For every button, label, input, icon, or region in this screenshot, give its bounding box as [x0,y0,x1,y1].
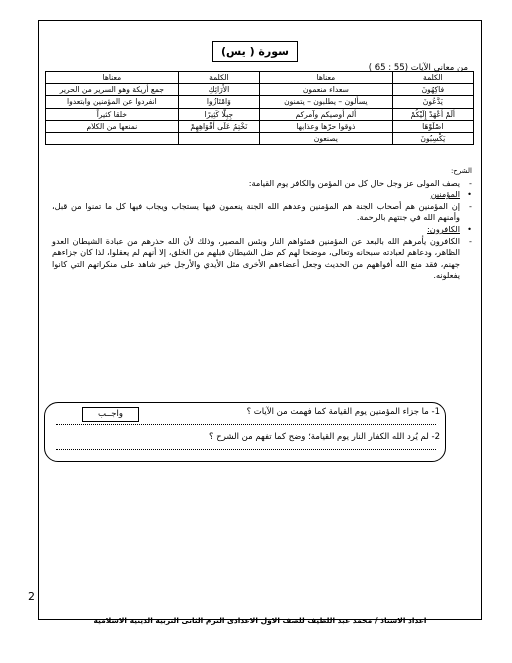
table-cell: وَامْتَازُوا [178,96,259,108]
col-header-meaning: معناها [46,72,179,84]
table-cell [46,132,179,144]
table-row [46,108,474,120]
table-cell: انفردوا عن المؤمنين وابتعدوا [46,96,179,108]
table-cell: ألم أوصيكم وآمركم [260,108,393,120]
believers-paragraph [52,201,472,224]
table-cell: سعداء منعمون [260,84,393,96]
answer-line-2[interactable] [56,449,436,450]
footer-credit: اعداد الاستاذ / محمد عبد اللطيف للصف الاول الاعدادى الترم الثانى التربية الدينية الاسلامية [93,616,427,625]
table-cell: خلقا كثيراً [46,108,179,120]
dash-marker: - [469,235,472,246]
table-cell: الأَرَائِكِ [178,84,259,96]
table-cell: أَلَمْ أَعْهَدْ إِلَيْكُمْ [392,108,473,120]
disbelievers-heading: الكافرون: [427,223,460,234]
table-cell: اصْلَوْهَا [392,120,473,132]
col-header-word: الكلمة [392,72,473,84]
question-1: 1- ما جزاء المؤمنين يوم القيامة كما فهمت من الآيات ؟ [246,407,440,417]
table-cell: يصنعون [260,132,393,144]
table-cell: يَدَّعُونَ [392,96,473,108]
disbelievers-text: الكافرون يأمرهم الله بالبعد عن المؤمنين فمثواهم النار وبئس المصير، وذلك لأن الله حذرهم من عبادة الشيطان العدو الظاهر، ودعاهم لعبادته سبحانه وتعالى، موضحا لهم كم ضل الشيطان قبلهم من الخلق، إلا أنهم لم يعقلوا، لذا كان جزاءهم جهنم، فقد منع الله أفواههم من الحديث وجعل أعضاءهم الأخرى مثل الأيدي والأرجل خير شاهد على منكراتهم التي كانوا يفعلونه. [52,235,460,281]
intro-text: يصف المولى عز وجل حال كل من المؤمن والكافر يوم القيامة: [248,177,460,188]
col-header-word: الكلمة [178,72,259,84]
table-cell: نَخْتِمُ عَلَى أَفْوَاهِهِمْ [178,120,259,132]
table-cell [178,132,259,144]
explanation-section [52,166,472,282]
table-row [46,120,474,132]
question-2: 2- لم يُرد الله الكفار النار يوم القيامة؛ وضح كما تفهم من الشرح ؟ [209,432,440,442]
table-cell: ذوقوا حرّها وعذابها [260,120,393,132]
table-cell: فاكِهُونَ [392,84,473,96]
intro-line [52,178,472,190]
table-cell: نمنعها من الكلام [46,120,179,132]
dash-marker: - [469,177,472,188]
answer-line-1[interactable] [56,424,436,425]
bullet-icon: • [467,189,472,200]
disbelievers-paragraph [52,236,472,282]
homework-label: واجــب [82,407,139,422]
table-cell: جمع أريكة وهو السرير من الحرير [46,84,179,96]
vocab-table [45,71,474,145]
dash-marker: - [469,200,472,211]
explanation-label: الشرح: [450,167,472,175]
page-number: 2 [28,590,35,603]
table-row [46,84,474,96]
table-cell: يَكْسِبُونَ [392,132,473,144]
bullet-icon: • [467,223,472,234]
section-subtitle: من معاني الآيات (55 : 65 ) [368,63,468,73]
table-cell: يسألون – يطلبون – يتمنون [260,96,393,108]
vocab-header-row [46,72,474,84]
table-row [46,132,474,144]
believers-heading: المؤمنين [430,189,460,200]
table-cell: جِبِلًّا كَثِيرًا [178,108,259,120]
disbelievers-heading-line [52,224,472,236]
surah-title: سورة ( يس) [212,41,298,62]
believers-text: إن المؤمنين هم أصحاب الجنة هم المؤمنين وعدهم الله الجنة ينعمون فيها يستجاب ويجاب فيها كل ما تمنوا من قبل، وأمنهم الله في جنتهم بالرحمة. [52,200,460,223]
believers-heading-line [52,189,472,201]
table-row [46,96,474,108]
col-header-meaning: معناها [260,72,393,84]
